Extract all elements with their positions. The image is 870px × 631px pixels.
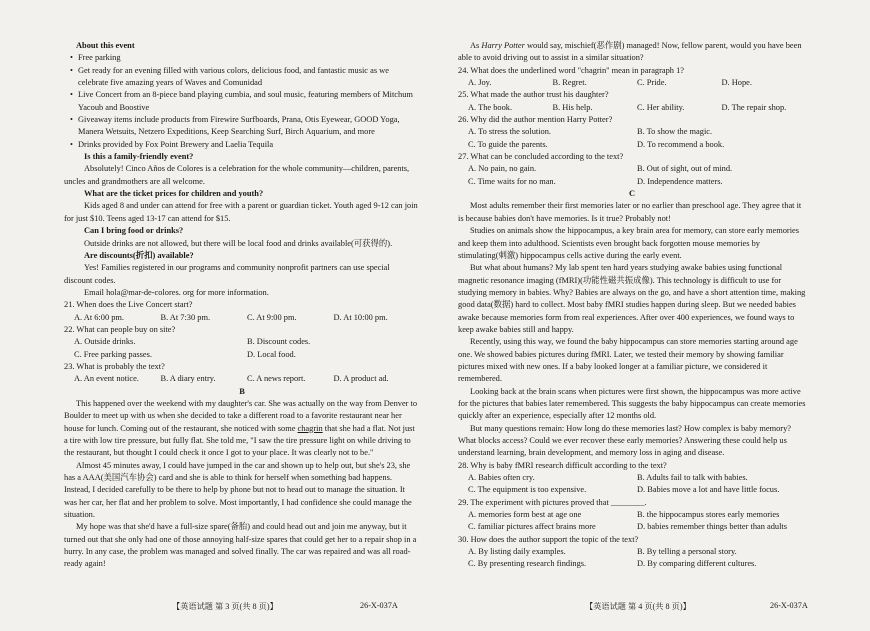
questions-28-30	[458, 460, 806, 571]
faq-question-price: What are the ticket prices for children and youth?	[84, 189, 264, 199]
answer-option: A. Joy.	[468, 78, 492, 88]
answer-option: D. Local food.	[247, 349, 296, 359]
bullet-dot-icon: •	[70, 65, 73, 75]
bullet-list	[64, 52, 420, 151]
faq-question-discount: Are discounts(折扣) available?	[84, 250, 194, 260]
question-stem: 28. Why is baby fMRI research difficult according to the text?	[458, 460, 667, 470]
passage-c-paragraph-2: Studies on animals show the hippocampus, a key brain area for memory, can store early memories and keep them into adulthood. Scientists even brought back forgotten mouse memories by stimulating(刺激) hippocampus cells active during the early event.	[458, 226, 800, 260]
bullet-dot-icon: •	[70, 115, 73, 125]
answer-option: D. The repair shop.	[721, 102, 787, 112]
answer-option: B. At 7:30 pm.	[160, 312, 211, 322]
answer-option: A. memories form best at age one	[468, 510, 582, 520]
footer-right-title: 【英语试题 第 4 页(共 8 页)】	[585, 602, 691, 611]
passage-b-text: This happened over the weekend with my daughter's car. She was actually on the way from Denver to Boulder to meet up with us when she decided to take a different road to a favorite restaurant near her house for lunch. Coming out of the restaurant, she noticed with some	[64, 398, 418, 433]
footer-left-title: 【英语试题 第 3 页(共 8 页)】	[172, 602, 278, 611]
bullet-dot-icon: •	[70, 139, 73, 149]
answer-option: C. Pride.	[637, 78, 667, 88]
passage-b-text: that she had a flat. Not just a tire with low tire pressure, but fully flat. She told me, "I saw the tire pressure light on while driving to the restaurant, but thought I could check it once I got to your place. It was clearly not to be."	[64, 423, 415, 458]
answer-option: A. An event notice.	[74, 374, 139, 384]
answer-option: A. To stress the solution.	[468, 127, 552, 137]
answer-option: B. the hippocampus stores early memories	[637, 510, 780, 520]
answer-option: A. Outside drinks.	[74, 337, 136, 347]
passage-b-text: would say, mischief(恶作剧) managed! Now, fellow parent, would you have been able to avoid driving out to assist in a similar situation?	[458, 41, 802, 63]
footer-right-code: 26-X-037A	[770, 601, 808, 610]
option-list	[458, 546, 806, 571]
option-list	[458, 509, 806, 534]
answer-option: A. No pain, no gain.	[468, 164, 537, 174]
passage-c-paragraph-3: But what about humans? My lab spent ten hard years studying awake babies using functional magnetic resonance imaging (fMRI)(功能性磁共振成像). This technology is difficult to use for studying memory in babies. Why? Babies are always on the go, and have a short attention time, making good data(数据) hard to collect. Most baby fMRI studies happen during sleep. But we needed babies awake because memories form from real experiences. After over 400 experiences, we found ways to keep awake babies still and happy.	[458, 263, 806, 334]
faq-question-food: Can I bring food or drinks?	[84, 226, 184, 236]
option-list	[458, 472, 806, 497]
answer-option: D. By comparing different cultures.	[637, 559, 757, 569]
questions-24-27	[458, 65, 806, 188]
italic-harry-potter: Harry Potter	[481, 41, 525, 50]
option-list	[458, 102, 806, 114]
answer-option: D. Hope.	[721, 78, 752, 88]
faq-question-family: Is this a family-friendly event?	[84, 152, 194, 162]
answer-option: B. Out of sight, out of mind.	[637, 164, 733, 174]
answer-option: D. To recommend a book.	[637, 139, 725, 149]
passage-c-paragraph-4: Recently, using this way, we found the baby hippocampus can store memories starting around age one. We showed babies pictures during fMRI. Later, we tested their memory by showing familiar pictures mixed with new ones. If a baby looked longer at a familiar picture, we considered it remembered.	[458, 337, 798, 384]
bullet-item	[64, 65, 420, 90]
left-page	[64, 40, 420, 631]
answer-option: C. familiar pictures affect brains more	[468, 522, 596, 532]
bullet-item	[64, 114, 420, 139]
answer-option: B. His help.	[552, 102, 593, 112]
question-stem: 21. When does the Live Concert start?	[64, 300, 193, 310]
passage-c-paragraph-5: Looking back at the brain scans when pictures were first shown, the hippocampus was more active for the pictures that babies later remembered. This suggests the baby hippocampus can create memories quickly after an experience, especially after 12 months old.	[458, 386, 806, 421]
bullet-text: Drinks provided by Fox Point Brewery and Laelia Tequila	[78, 139, 274, 149]
option-list	[64, 373, 420, 385]
answer-option: C. A news report.	[247, 374, 306, 384]
passage-b-paragraph-3: My hope was that she'd have a full-size spare(备胎) and could head out and join me anyway, but it turned out that she only had one of those annoying half-size spares that could get her to a repair shop in a hurry. In any case, the problem was managed and solved finally. The car was repaired and was all road-ready again!	[64, 522, 417, 569]
question-stem: 24. What does the underlined word "chagrin" mean in paragraph 1?	[458, 65, 684, 75]
answer-option: B. Adults fail to talk with babies.	[637, 473, 748, 483]
bullet-item	[64, 139, 420, 151]
question-stem: 22. What can people buy on site?	[64, 324, 176, 334]
passage-c-paragraph-6: But many questions remain: How long do these memories last? How complex is baby memory? What blocks access? Could we ever recover these early memories? Answering these could help us understand learning, brain development, and memory loss in aging and disease.	[458, 423, 791, 458]
question-stem: 25. What made the author trust his daughter?	[458, 90, 609, 100]
question-stem: 27. What can be concluded according to the text?	[458, 152, 624, 162]
passage-b-paragraph-4	[458, 40, 806, 65]
bullet-item	[64, 52, 420, 64]
answer-option: C. Her ability.	[637, 102, 685, 112]
bullet-dot-icon: •	[70, 53, 73, 63]
answer-option: B. To show the magic.	[637, 127, 713, 137]
about-title: About this event	[76, 41, 135, 50]
answer-option: C. Time waits for no man.	[468, 176, 556, 186]
bullet-text: Live Concert from an 8-piece band playing cumbia, and soul music, featuring members of Mitchum Yacoub and Boostive	[78, 90, 413, 112]
answer-option: B. A diary entry.	[160, 374, 216, 384]
bullet-item	[64, 89, 420, 114]
answer-option: C. Free parking passes.	[74, 349, 152, 359]
right-page	[458, 40, 806, 631]
option-list	[64, 336, 420, 361]
answer-option: B. By telling a personal story.	[637, 547, 737, 557]
question-stem: 29. The experiment with pictures proved that ________.	[458, 497, 647, 507]
answer-option: D. babies remember things better than adults	[637, 522, 788, 532]
answer-option: D. At 10:00 pm.	[333, 312, 388, 322]
passage-c-paragraph-1: Most adults remember their first memories later or no earlier than preschool age. They agree that it is because babies don't have memories. Is it true? Probably not!	[458, 201, 802, 223]
underlined-word-chagrin: chagrin	[297, 423, 323, 433]
answer-option: C. To guide the parents.	[468, 139, 548, 149]
question-stem: 26. Why did the author mention Harry Potter?	[458, 115, 613, 125]
option-list	[458, 163, 806, 188]
passage-b-text: As	[470, 41, 482, 50]
email-line: Email hola@mar-de-colores. org for more information.	[84, 287, 269, 297]
passage-b-paragraph-1	[64, 398, 420, 460]
bullet-text: Get ready for an evening filled with various colors, delicious food, and fantastic music as we celebrate five amazing years of Waves and Comunidad	[78, 65, 389, 88]
bullet-text: Giveaway items include products from Firewire Surfboards, Prana, Otis Eyewear, GOOD Yoga, Manera Wetsuits, Netzero Expeditions, Keep Searching Surf, Birch Aquarium, and more	[78, 115, 400, 137]
footer-left-code: 26-X-037A	[360, 601, 398, 610]
answer-option: D. Babies move a lot and have little focus.	[637, 485, 780, 495]
faq-answer-family: Absolutely! Cinco Años de Colores is a celebration for the whole community—children, parents, uncles and grandmothers are all welcome.	[64, 164, 410, 186]
question-stem: 30. How does the author support the topic of the text?	[458, 534, 639, 544]
bullet-dot-icon: •	[70, 90, 73, 100]
answer-option: D. A product ad.	[333, 374, 389, 384]
option-list	[458, 77, 806, 89]
answer-option: C. By presenting research findings.	[468, 559, 587, 569]
answer-option: B. Discount codes.	[247, 337, 311, 347]
faq-answer-food: Outside drinks are not allowed, but there will be local food and drinks available(可获得的).	[84, 238, 393, 248]
answer-option: C. At 9:00 pm.	[247, 312, 297, 322]
bullet-text: Free parking	[78, 53, 121, 63]
answer-option: A. At 6:00 pm.	[74, 312, 125, 322]
question-stem: 23. What is probably the text?	[64, 361, 165, 371]
answer-option: B. Regret.	[552, 78, 587, 88]
questions-21-23	[64, 299, 420, 385]
section-b-heading: B	[239, 386, 245, 396]
section-c-heading: C	[628, 189, 636, 199]
faq-answer-discount: Yes! Families registered in our programs and community nonprofit partners can use special discount codes.	[64, 263, 390, 285]
answer-option: A. The book.	[468, 102, 513, 112]
passage-b-paragraph-2: Almost 45 minutes away, I could have jumped in the car and shown up to help out, but she's 23, she has a AAA(美国汽车协会) card and she is able to think for herself when something bad happens. Instead, I decided carefully to be there to help by phone but not to head out to manage the situation. It was her car, her flat and her problem to solve. Most importantly, I had confidence she could manage the situation.	[64, 460, 412, 520]
option-list	[458, 126, 806, 151]
answer-option: A. Babies often cry.	[468, 473, 535, 483]
faq-answer-price: Kids aged 8 and under can attend for free with a parent or guardian ticket. Youth aged 9-12 can join for just $10. Teens aged 13-17 can attend for $15.	[64, 201, 418, 223]
answer-option: D. Independence matters.	[637, 176, 723, 186]
answer-option: A. By listing daily examples.	[468, 547, 566, 557]
answer-option: C. The equipment is too expensive.	[468, 485, 587, 495]
option-list	[64, 312, 420, 324]
